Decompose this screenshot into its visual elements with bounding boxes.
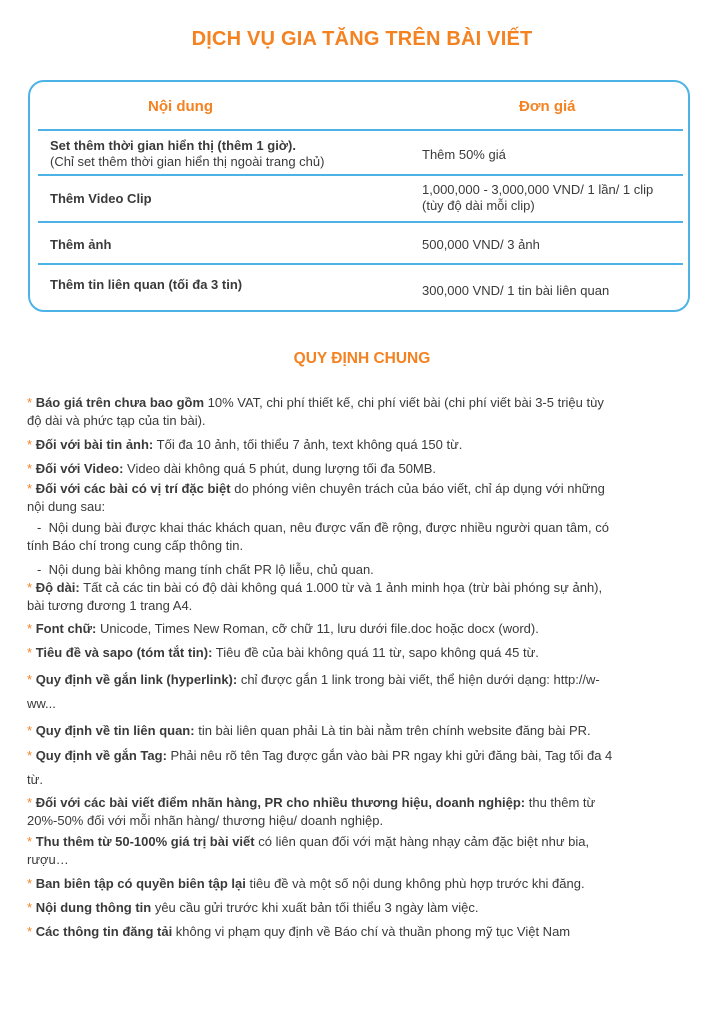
rules-list xyxy=(27,394,691,941)
row-price: 1,000,000 - 3,000,000 VND/ 1 lần/ 1 clip xyxy=(422,182,654,197)
rule-item: * Quy định về gắn Tag: Phải nêu rõ tên Tag được gắn vào bài PR ngay khi gửi đăng bài, Tag tối đa 4 từ. xyxy=(27,748,613,787)
rule-item: * Nội dung thông tin yêu cầu gửi trước khi xuất bản tối thiểu 3 ngày làm việc. xyxy=(27,900,479,915)
row-item: Thêm tin liên quan (tối đa 3 tin) xyxy=(50,277,243,292)
rule-item: * Đối với các bài viết điểm nhãn hàng, PR cho nhiều thương hiệu, doanh nghiệp: thu thêm từ 20%-50% đối với mỗi nhãn hàng/ thương hiệu/ doanh nghiệp. xyxy=(27,795,596,828)
rule-item: * Các thông tin đăng tải không vi phạm quy định về Báo chí và thuần phong mỹ tục Việt Nam xyxy=(27,924,571,939)
table-row xyxy=(38,263,683,307)
table-row xyxy=(38,221,683,263)
row-item: Thêm Video Clip xyxy=(50,191,152,206)
section-title: QUY ĐỊNH CHUNG xyxy=(293,350,431,367)
row-price: 500,000 VND/ 3 ảnh xyxy=(422,237,540,252)
row-price-note: (tùy độ dài mỗi clip) xyxy=(422,198,535,213)
page-title: DỊCH VỤ GIA TĂNG TRÊN BÀI VIẾT xyxy=(191,28,533,50)
rule-item: * Thu thêm từ 50-100% giá trị bài viết có liên quan đối với mặt hàng nhạy cảm đặc biệt như bia, rượu… xyxy=(27,834,590,867)
rule-item: * Đối với bài tin ảnh: Tối đa 10 ảnh, tối thiểu 7 ảnh, text không quá 150 từ. xyxy=(27,437,463,452)
table-row xyxy=(38,174,683,221)
rule-item: * Tiêu đề và sapo (tóm tắt tin): Tiêu đề của bài không quá 11 từ, sapo không quá 45 từ. xyxy=(27,645,539,660)
rule-item: * Đối với các bài có vị trí đặc biệt do phóng viên chuyên trách của báo viết, chỉ áp dụng với những nội dung sau: xyxy=(27,481,605,514)
sub-item: - Nội dung bài được khai thác khách quan, nêu được vấn đề rộng, được nhiều người quan tâm, có tính Báo chí trong cung cấp thông tin. xyxy=(27,520,609,553)
row-item: Set thêm thời gian hiển thị (thêm 1 giờ). xyxy=(50,138,296,153)
row-price: Thêm 50% giá xyxy=(422,147,506,162)
rule-item: * Báo giá trên chưa bao gồm 10% VAT, chi phí thiết kế, chi phí viết bài (chi phí viết bài 3-5 triệu tùy độ dài và phức tạp của tin bài). xyxy=(27,395,604,428)
header-price: Đơn giá xyxy=(519,98,576,115)
rule-item: * Quy định về gắn link (hyperlink): chỉ được gắn 1 link trong bài viết, thể hiện dưới dạng: http://w- ww... xyxy=(27,672,600,711)
rule-item: * Font chữ: Unicode, Times New Roman, cỡ chữ 11, lưu dưới file.doc hoặc docx (word). xyxy=(27,621,539,636)
header-content: Nội dung xyxy=(148,98,213,115)
row-item: Thêm ảnh xyxy=(50,237,112,252)
row-price: 300,000 VND/ 1 tin bài liên quan xyxy=(422,283,610,298)
row-item-note: (Chỉ set thêm thời gian hiển thị ngoài trang chủ) xyxy=(50,154,325,169)
rule-item: * Độ dài: Tất cả các tin bài có độ dài không quá 1.000 từ và 1 ảnh minh họa (trừ bài phóng sự ảnh), bài tương đương 1 trang A4. xyxy=(27,580,603,613)
rule-item: * Ban biên tập có quyền biên tập lại tiêu đề và một số nội dung không phù hợp trước khi đăng. xyxy=(27,876,585,891)
rule-item: * Quy định về tin liên quan: tin bài liên quan phải Là tin bài nằm trên chính website đăng bài PR. xyxy=(27,723,591,738)
services-table xyxy=(28,80,690,312)
rule-item: * Đối với Video: Video dài không quá 5 phút, dung lượng tối đa 50MB. xyxy=(27,461,437,476)
sub-item: - Nội dung bài không mang tính chất PR lộ liễu, chủ quan. xyxy=(37,562,374,577)
table-row xyxy=(38,129,683,174)
